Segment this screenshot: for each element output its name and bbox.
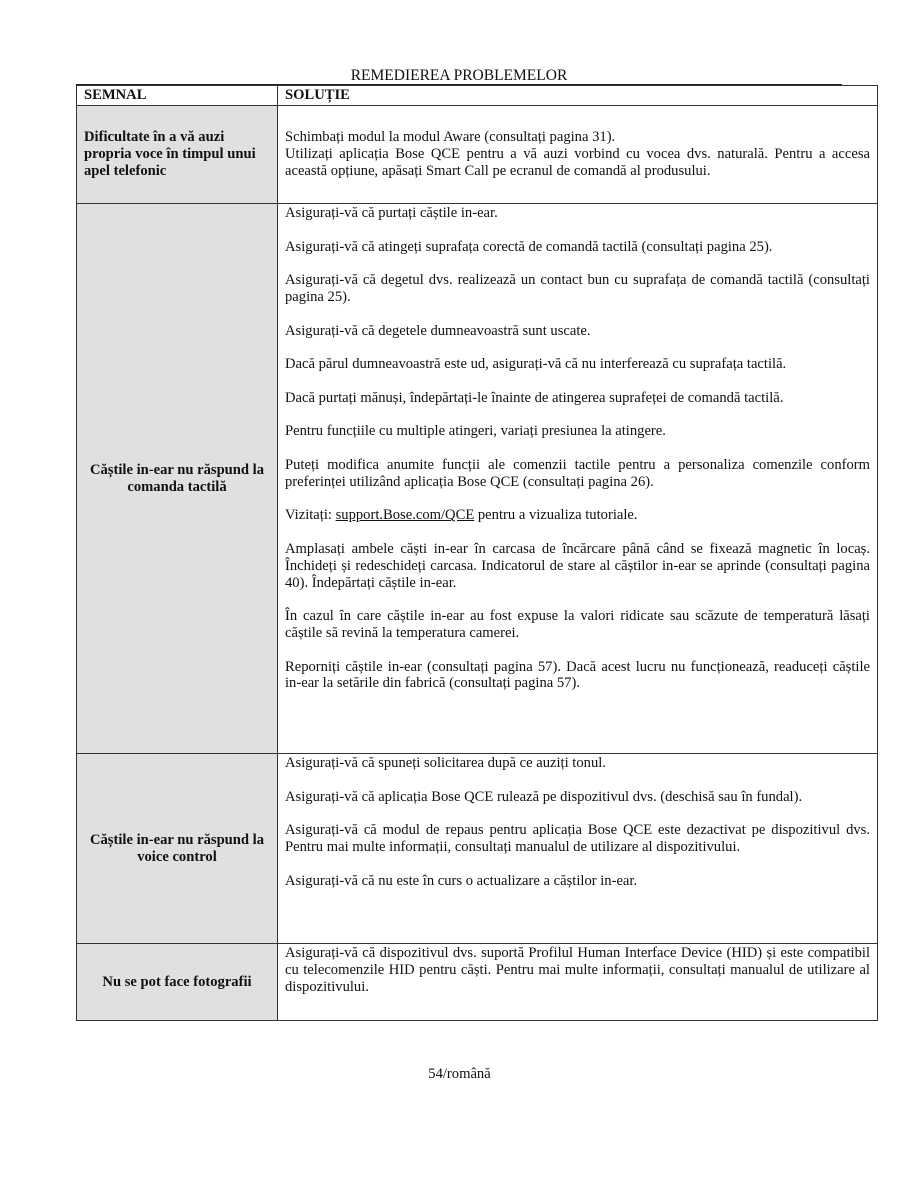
solution-cell [278,204,878,754]
solution-paragraph [285,507,870,524]
page-title [76,66,842,85]
solution-paragraph: Asigurați-vă că nu este în curs o actualizare a căștilor in-ear. [285,872,638,889]
solution-paragraph: Asigurați-vă că purtați căștile in-ear. [285,205,498,221]
solution-paragraph: Puteți modifica anumite funcții ale comenzii tactile pentru a personaliza comenzile conform preferinței utilizând aplicația Bose QCE (consultați pagina 26). [285,456,870,490]
solution-paragraph: Pentru funcțiile cu multiple atingeri, variați presiunea la atingere. [285,423,666,440]
solution-paragraph: Asigurați-vă că degetul dvs. realizează un contact bun cu suprafața de comandă tactilă (consultați pagina 25). [285,272,870,305]
solution-paragraph: Asigurați-vă că modul de repaus pentru aplicația Bose QCE este dezactivat pe dispozitivul dvs. Pentru mai multe informații, consultați manualul de utilizare al dispozitivului. [285,822,870,855]
table-header-row [77,86,878,106]
signal-cell: Căștile in-ear nu răspund la voice control [77,754,278,944]
page-title-text: REMEDIEREA PROBLEMELOR [350,67,568,84]
solution-paragraph: Utilizați aplicația Bose QCE pentru a vă auzi vorbind cu vocea dvs. naturală. Pentru a accesa această opțiune, apăsați Smart Call pe ecranul de comandă al produsului. [285,146,870,179]
solution-paragraph: Amplasați ambele căști in-ear în carcasa de încărcare până când se fixează magnetic în locaș. Închideți și redeschideți carcasa. Indicatorul de stare al căștilor in-ear se aprinde (consultați pagina 40). Îndepărtați căștile in-ear. [285,540,870,591]
solution-paragraph: În cazul în care căștile in-ear au fost expuse la valori ridicate sau scăzute de temperatură lăsați căștile să revină la temperatura camerei. [285,608,870,641]
signal-cell: Căștile in-ear nu răspund la comanda tactilă [77,204,278,754]
signal-cell: Dificultate în a vă auzi propria voce în timpul unui apel telefonic [77,106,278,204]
solution-paragraph: Asigurați-vă că spuneți solicitarea după ce auziți tonul. [285,755,606,771]
table-row [77,754,878,944]
table-row [77,944,878,1021]
solution-cell [278,754,878,944]
header-solution: SOLUȚIE [278,86,878,106]
table-row [77,106,878,204]
solution-paragraph: Dacă părul dumneavoastră este ud, asigurați-vă că nu interferează cu suprafața tactilă. [285,356,787,373]
solution-paragraph: Asigurați-vă că aplicația Bose QCE rulează pe dispozitivul dvs. (deschisă sau în fundal). [285,788,803,805]
solution-paragraph: Asigurați-vă că degetele dumneavoastră sunt uscate. [285,322,591,339]
troubleshooting-table [76,85,878,1021]
solution-cell [278,944,878,1021]
paragraph-text: Vizitați: [285,507,336,524]
solution-cell [278,106,878,204]
support-link[interactable]: support.Bose.com/QCE [335,507,475,524]
solution-paragraph: Asigurați-vă că atingeți suprafața corectă de comandă tactilă (consultați pagina 25). [285,238,773,255]
signal-cell: Nu se pot face fotografii [77,944,278,1021]
paragraph-text: pentru a vizualiza tutoriale. [474,507,638,524]
solution-paragraph: Reporniți căștile in-ear (consultați pagina 57). Dacă acest lucru nu funcționează, readuceți căștile in-ear la setările din fabrică (consultați pagina 57). [285,658,870,692]
solution-paragraph: Schimbați modul la modul Aware (consultați pagina 31). [285,129,616,146]
page-number: 54/română [428,1066,491,1082]
solution-paragraph: Asigurați-vă că dispozitivul dvs. suportă Profilul Human Interface Device (HID) și este compatibil cu telecomenzile HID pentru căști. Pentru mai multe informații, consultați manualul de utilizare al dispozitivului. [285,945,870,995]
solution-paragraph: Dacă purtați mănuși, îndepărtați-le înainte de atingerea suprafeței de comandă tactilă. [285,389,784,406]
table-row [77,204,878,754]
header-signal: SEMNAL [77,86,278,106]
